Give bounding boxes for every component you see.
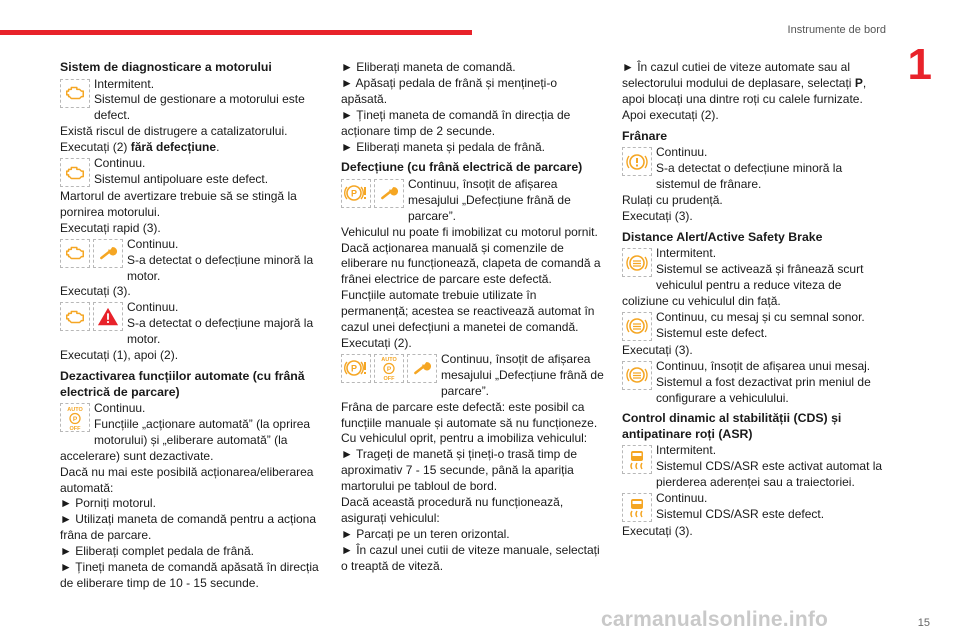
skid-control-icon <box>622 445 652 474</box>
entry-text: Sistemul este defect. <box>656 325 768 340</box>
entry-text: Intermitent. <box>656 443 717 458</box>
section-title-parking-brake-fault: Defecțiune (cu frână electrică de parcare) <box>341 160 583 175</box>
entry-text: Executați (2). <box>341 336 412 350</box>
bullet-step: ► Trageți de manetă și țineți-o trasă timp de aproximativ 7 - 15 secunde, până la apariția martorului pe tabloul de bord. <box>341 447 577 494</box>
wrench-icon <box>407 354 437 383</box>
icon-group <box>622 248 652 277</box>
svg-text:AUTO: AUTO <box>381 357 397 364</box>
parking-brake-warning-icon <box>341 179 371 208</box>
bullet-step: ► Eliberați maneta de comandă. <box>341 60 516 74</box>
section-title-engine-diagnostics: Sistem de diagnosticare a motorului <box>60 60 272 74</box>
entry-text: Funcțiile „acționare automată” (la oprirea motorului) și „eliberare automată” (la accelerare) sunt dezactivate. <box>60 416 311 463</box>
bullet-step: ► În cazul unei cutii de viteze manuale, selectați o treaptă de viteză. <box>341 542 600 573</box>
svg-text:P: P <box>72 415 78 423</box>
header-title: Instrumente de bord <box>787 24 886 36</box>
entry-text: Executați rapid (3). <box>60 220 161 235</box>
entry-text: Dacă acționarea manuală și comenzile de eliberare nu funcționează, clapeta de comandă a frânei electrice de parcare este defectă. <box>341 240 601 287</box>
entry-text: Continuu. <box>127 236 179 251</box>
icon-group <box>60 158 90 187</box>
auto-off-parking-icon <box>60 403 90 432</box>
entry-text: Sistemul se activează și frânează scurt vehiculul pentru a reduce viteza de coliziune cu vehiculul din față. <box>622 262 864 308</box>
skid-control-icon <box>622 493 652 522</box>
bullet-step: ► În cazul cutiei de viteze automate sau al selectorului modului de deplasare, selectați P, apoi blocați una dintre roți cu calele furnizate. <box>622 60 867 106</box>
parking-brake-warning-icon <box>341 354 371 383</box>
entry-text: S-a detectat o defecțiune minoră la sistemul de frânare. <box>656 161 843 191</box>
entry-text: Sistemul a fost dezactivat prin meniul de configurare a vehiculului. <box>656 374 871 405</box>
icon-group <box>60 79 90 108</box>
entry-text: Cu vehiculul oprit, pentru a imobiliza vehiculul: <box>341 431 588 446</box>
header-accent-bar <box>0 30 472 35</box>
wrench-icon <box>93 239 123 268</box>
svg-text:OFF: OFF <box>69 425 81 431</box>
entry-text: S-a detectat o defecțiune minoră la motor. <box>127 252 314 283</box>
svg-text:P: P <box>386 366 392 374</box>
icon-group <box>622 445 652 474</box>
entry-text: Sistemul CDS/ASR este activat automat la pierderea aderenței sau a traiectoriei. <box>656 459 883 490</box>
entry-text: Intermitent. <box>94 76 155 91</box>
column-2 <box>341 60 605 575</box>
watermark: carmanualsonline.info <box>601 608 829 631</box>
engine-warning-icon <box>60 79 90 108</box>
collision-alert-icon <box>622 248 652 277</box>
entry-text: Continuu. <box>127 300 179 315</box>
entry-text: Continuu, cu mesaj și cu semnal sonor. <box>656 309 865 324</box>
entry-text: Sistemul antipoluare este defect. <box>94 171 269 186</box>
svg-text:OFF: OFF <box>383 376 395 382</box>
collision-alert-icon <box>622 312 652 341</box>
entry-text: Martorul de avertizare trebuie să se stingă la pornirea motorului. <box>60 189 297 219</box>
warning-triangle-icon <box>93 302 123 331</box>
bullet-step: ► Utilizați maneta de comandă pentru a acționa frâna de parcare. <box>60 512 317 543</box>
entry-text: Intermitent. <box>656 246 717 261</box>
entry-text: Vehiculul nu poate fi imobilizat cu motorul pornit. <box>341 224 598 239</box>
chapter-number: 1 <box>907 40 932 89</box>
entry-text: Continuu. <box>94 401 146 415</box>
entry-text: Executați (3). <box>622 524 693 539</box>
entry-text: Sistemul de gestionare a motorului este defect. <box>94 92 305 123</box>
entry-text: Executați (2) fără defecțiune. <box>60 140 220 155</box>
entry-text: Apoi executați (2). <box>622 107 719 122</box>
engine-warning-icon <box>60 302 90 331</box>
auto-off-parking-icon <box>374 354 404 383</box>
icon-group <box>622 493 652 522</box>
icon-group <box>341 354 437 383</box>
entry-text: Rulați cu prudență. <box>622 192 723 207</box>
section-title-stability-control: Control dinamic al stabilității (CDS) și antipatinare roți (ASR) <box>622 411 842 441</box>
bullet-step: ► Eliberați complet pedala de frână. <box>60 544 254 559</box>
icon-group <box>60 239 123 268</box>
icon-group <box>60 403 90 432</box>
bullet-step: ► Apăsați pedala de frână și mențineți-o apăsată. <box>341 75 558 106</box>
icon-group <box>622 312 652 341</box>
entry-text: Executați (3). <box>622 342 693 357</box>
entry-text: Sistemul CDS/ASR este defect. <box>656 507 825 522</box>
entry-text: S-a detectat o defecțiune majoră la motor. <box>127 316 314 347</box>
entry-text: Executați (3). <box>60 284 131 299</box>
entry-text: Executați (3). <box>622 208 693 223</box>
page-number: 15 <box>917 617 930 629</box>
section-title-auto-functions: Dezactivarea funcțiilor automate (cu frână electrică de parcare) <box>60 369 305 399</box>
bullet-step: ► Țineți maneta de comandă în direcția de acționare timp de 2 secunde. <box>341 107 571 138</box>
icon-group <box>60 302 123 331</box>
icon-group <box>341 179 404 208</box>
brake-warning-icon <box>622 147 652 176</box>
entry-text: Continuu, însoțit de afișarea unui mesaj. <box>656 358 871 373</box>
bullet-step: ► Eliberați maneta și pedala de frână. <box>341 139 545 154</box>
entry-text: Continuu. <box>656 491 708 506</box>
entry-text: Dacă nu mai este posibilă acționarea/eliberarea automată: <box>60 464 314 495</box>
section-title-braking: Frânare <box>622 128 668 143</box>
engine-warning-icon <box>60 158 90 187</box>
icon-group <box>622 361 652 390</box>
column-1 <box>60 60 322 592</box>
wrench-icon <box>374 179 404 208</box>
collision-alert-icon <box>622 361 652 390</box>
entry-text: Funcțiile automate trebuie utilizate în permanență; acestea se reactivează automat în cazul unei defecțiuni a manetei de comandă. <box>341 288 595 335</box>
entry-text: Continuu. <box>94 156 146 171</box>
bullet-step: ► Parcați pe un teren orizontal. <box>341 526 510 541</box>
entry-text: Executați (1), apoi (2). <box>60 348 179 363</box>
entry-text: Dacă această procedură nu funcționează, asigurați vehiculul: <box>341 495 564 525</box>
section-title-distance-alert: Distance Alert/Active Safety Brake <box>622 229 823 244</box>
svg-text:AUTO: AUTO <box>67 406 83 413</box>
bullet-step: ► Țineți maneta de comandă apăsată în direcția de eliberare timp de 10 - 15 secunde. <box>60 560 319 590</box>
column-3 <box>622 60 884 540</box>
engine-warning-icon <box>60 239 90 268</box>
entry-text: Continuu, însoțit de afișarea mesajului „Defecțiune frână de parcare”. <box>408 176 571 223</box>
entry-text: Există riscul de distrugere a catalizatorului. <box>60 124 288 139</box>
entry-text: Frâna de parcare este defectă: este posibil ca funcțiile manuale și automate să nu funcționeze. <box>341 399 598 430</box>
icon-group <box>622 147 652 176</box>
entry-text: Continuu, însoțit de afișarea mesajului „Defecțiune frână de parcare”. <box>441 351 604 398</box>
entry-text: Continuu. <box>656 145 708 160</box>
bullet-step: ► Porniți motorul. <box>60 496 156 511</box>
